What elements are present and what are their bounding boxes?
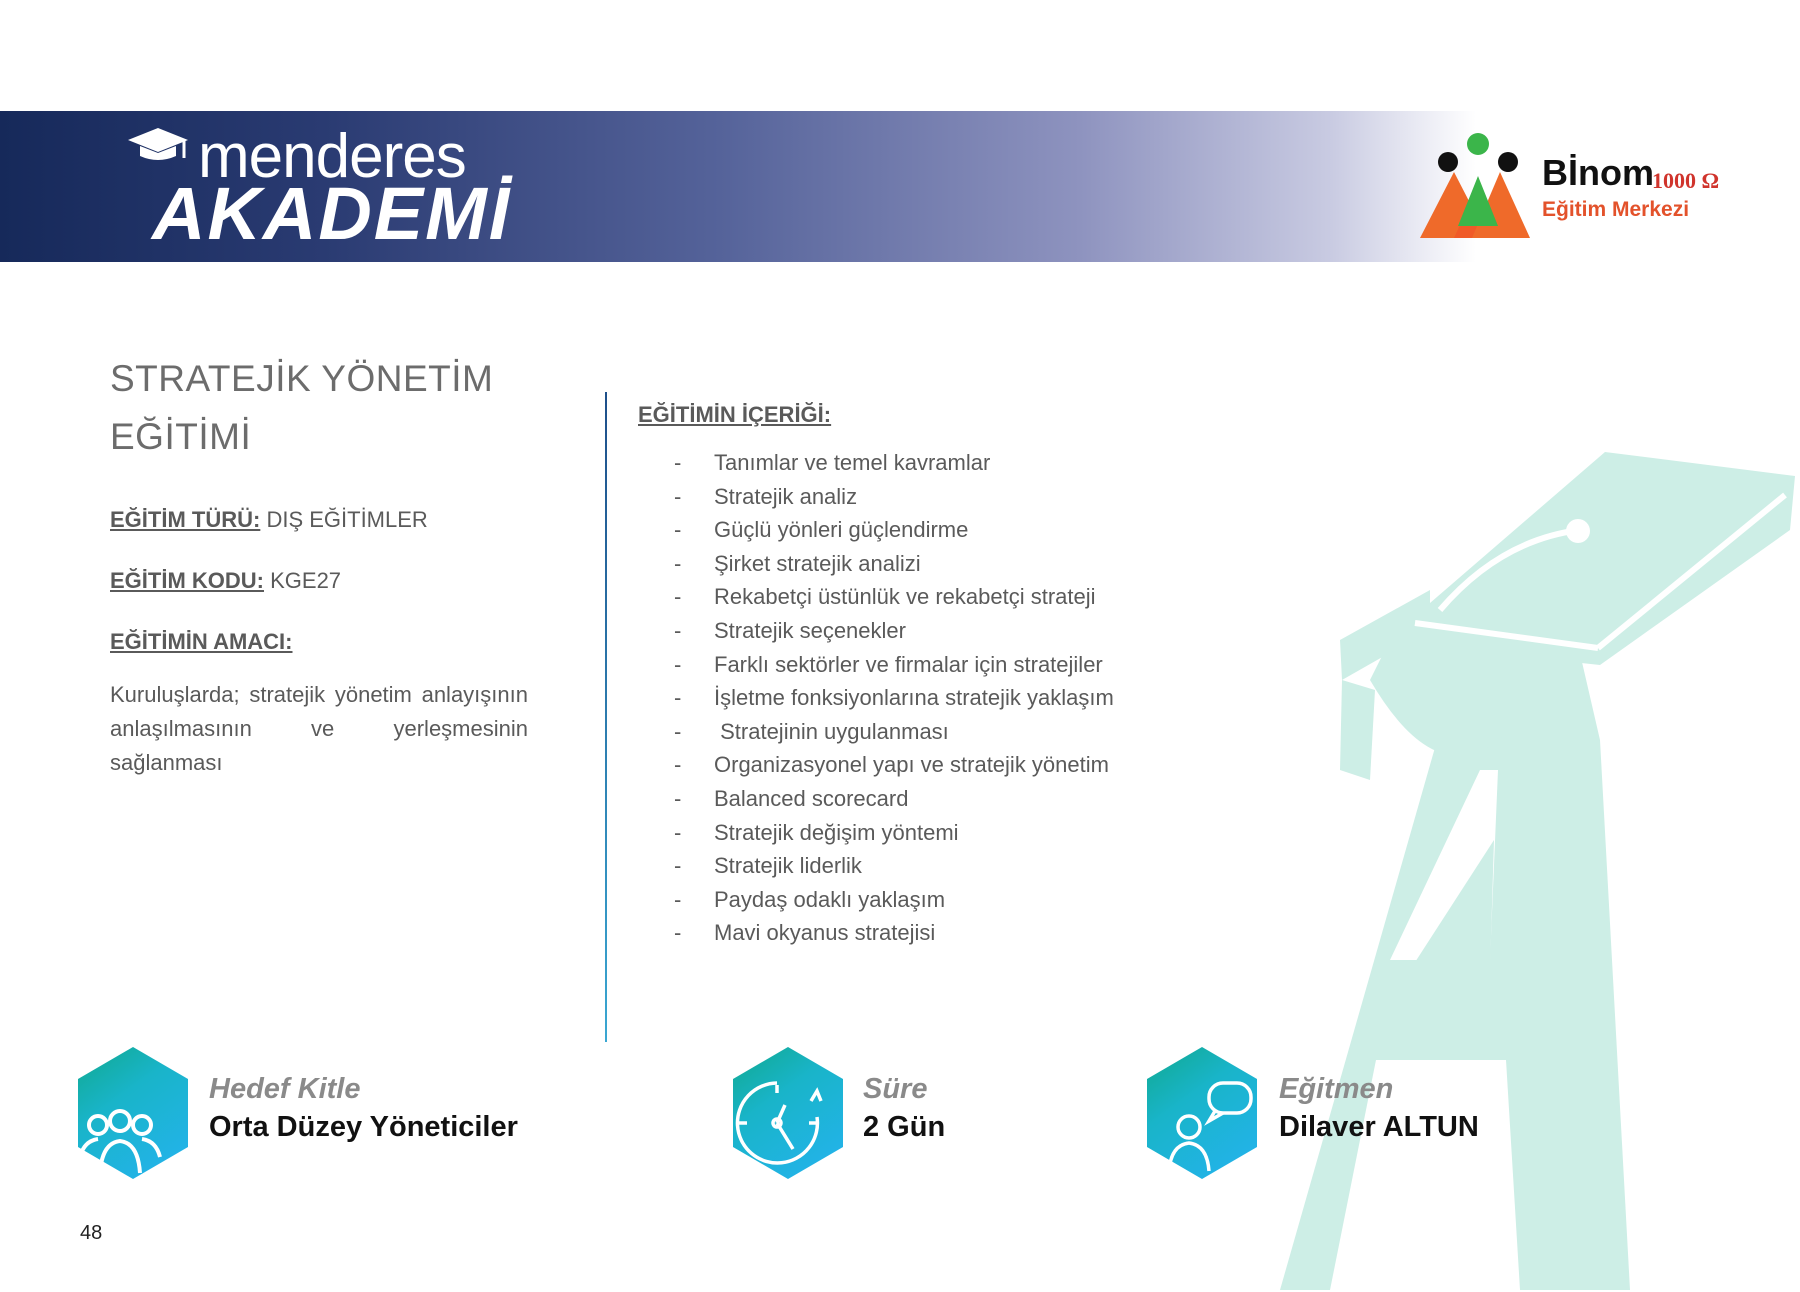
list-dash: - (674, 685, 682, 711)
list-item (674, 517, 1114, 551)
training-aim-text: Kuruluşlarda; stratejik yönetim anlayışının anlaşılmasının ve yerleşmesinin sağlanması (110, 682, 528, 775)
binom-logo (1412, 130, 1742, 242)
list-dash: - (674, 752, 682, 778)
audience-label: Hedef Kitle (209, 1073, 361, 1105)
training-code-label: EĞİTİM KODU: (110, 568, 264, 593)
trainer-block (1145, 1045, 1525, 1185)
trainer-label: Eğitmen (1279, 1073, 1394, 1105)
list-item (674, 584, 1114, 618)
page-number: 48 (80, 1222, 103, 1244)
binom-ohm: 1000 Ω (1652, 168, 1720, 193)
binom-people-icon (1412, 130, 1537, 242)
list-dash: - (674, 651, 682, 677)
training-type-value: DIŞ EĞİTİMLER (260, 507, 428, 532)
list-item-text: Şirket stratejik analizi (714, 550, 921, 576)
binom-subtitle: Eğitim Merkezi (1542, 198, 1690, 221)
duration-label: Süre (863, 1073, 928, 1105)
list-item-text: Güçlü yönleri güçlendirme (714, 517, 969, 543)
list-item (674, 786, 1114, 820)
menderes-akademi-logo (100, 122, 512, 255)
list-item-text: Balanced scorecard (714, 785, 909, 811)
list-item-text: Stratejinin uygulanması (714, 718, 949, 744)
list-dash: - (674, 550, 682, 576)
training-aim (110, 629, 293, 655)
list-item-text: Organizasyonel yapı ve stratejik yönetim (714, 752, 1109, 778)
audience-block (76, 1045, 556, 1185)
training-code (110, 568, 341, 594)
people-icon (76, 1045, 190, 1181)
list-dash: - (674, 584, 682, 610)
list-dash: - (674, 819, 682, 845)
content-list (674, 450, 1114, 954)
list-item (674, 820, 1114, 854)
list-item (674, 920, 1114, 954)
list-item (674, 719, 1114, 753)
binom-name: Bİnom (1542, 152, 1654, 193)
list-dash: - (674, 853, 682, 879)
training-type-label: EĞİTİM TÜRÜ: (110, 507, 261, 532)
list-item (674, 853, 1114, 887)
list-dash: - (674, 450, 682, 475)
list-dash: - (674, 920, 682, 946)
duration-block (731, 1045, 1031, 1185)
training-aim-label: EĞİTİMİN AMACI: (110, 629, 293, 654)
list-item-text: Stratejik liderlik (714, 853, 862, 879)
title-line-2: EĞİTİMİ (110, 416, 252, 457)
list-dash: - (674, 718, 682, 744)
list-item-text: Mavi okyanus stratejisi (714, 920, 936, 946)
list-item (674, 484, 1114, 518)
training-type (110, 507, 428, 533)
list-item-text: Rekabetçi üstünlük ve rekabetçi strateji (714, 584, 1096, 610)
vertical-divider (605, 392, 607, 1042)
audience-value: Orta Düzey Yöneticiler (209, 1111, 518, 1143)
list-item (674, 752, 1114, 786)
list-item-text: Stratejik değişim yöntemi (714, 819, 959, 845)
list-dash: - (674, 483, 682, 509)
logo-akademi-text: AKADEMİ (152, 172, 512, 255)
list-dash: - (674, 886, 682, 912)
list-item-text: Farklı sektörler ve firmalar için stratejiler (714, 651, 1103, 677)
list-item-text: Stratejik seçenekler (714, 617, 906, 643)
clock-icon (731, 1045, 845, 1181)
content-heading: EĞİTİMİN İÇERİĞİ: (638, 402, 832, 427)
list-item (674, 450, 1114, 484)
list-item-text: Stratejik analiz (714, 483, 858, 509)
list-item (674, 685, 1114, 719)
duration-value: 2 Gün (863, 1111, 946, 1143)
list-item-text: İşletme fonksiyonlarına stratejik yaklaşım (714, 685, 1114, 711)
speaker-icon (1145, 1045, 1259, 1181)
training-code-value: KGE27 (264, 568, 342, 593)
logo-menderes-text: menderes (198, 122, 466, 191)
trainer-value: Dilaver ALTUN (1279, 1111, 1479, 1143)
page-title (110, 350, 550, 466)
list-item (674, 887, 1114, 921)
list-item (674, 551, 1114, 585)
list-item-text: Paydaş odaklı yaklaşım (714, 886, 946, 912)
list-item (674, 652, 1114, 686)
list-dash: - (674, 517, 682, 543)
list-dash: - (674, 785, 682, 811)
title-line-1: STRATEJİK YÖNETİM (110, 358, 494, 399)
list-dash: - (674, 617, 682, 643)
list-item-text: Tanımlar ve temel kavramlar (714, 450, 991, 475)
list-item (674, 618, 1114, 652)
